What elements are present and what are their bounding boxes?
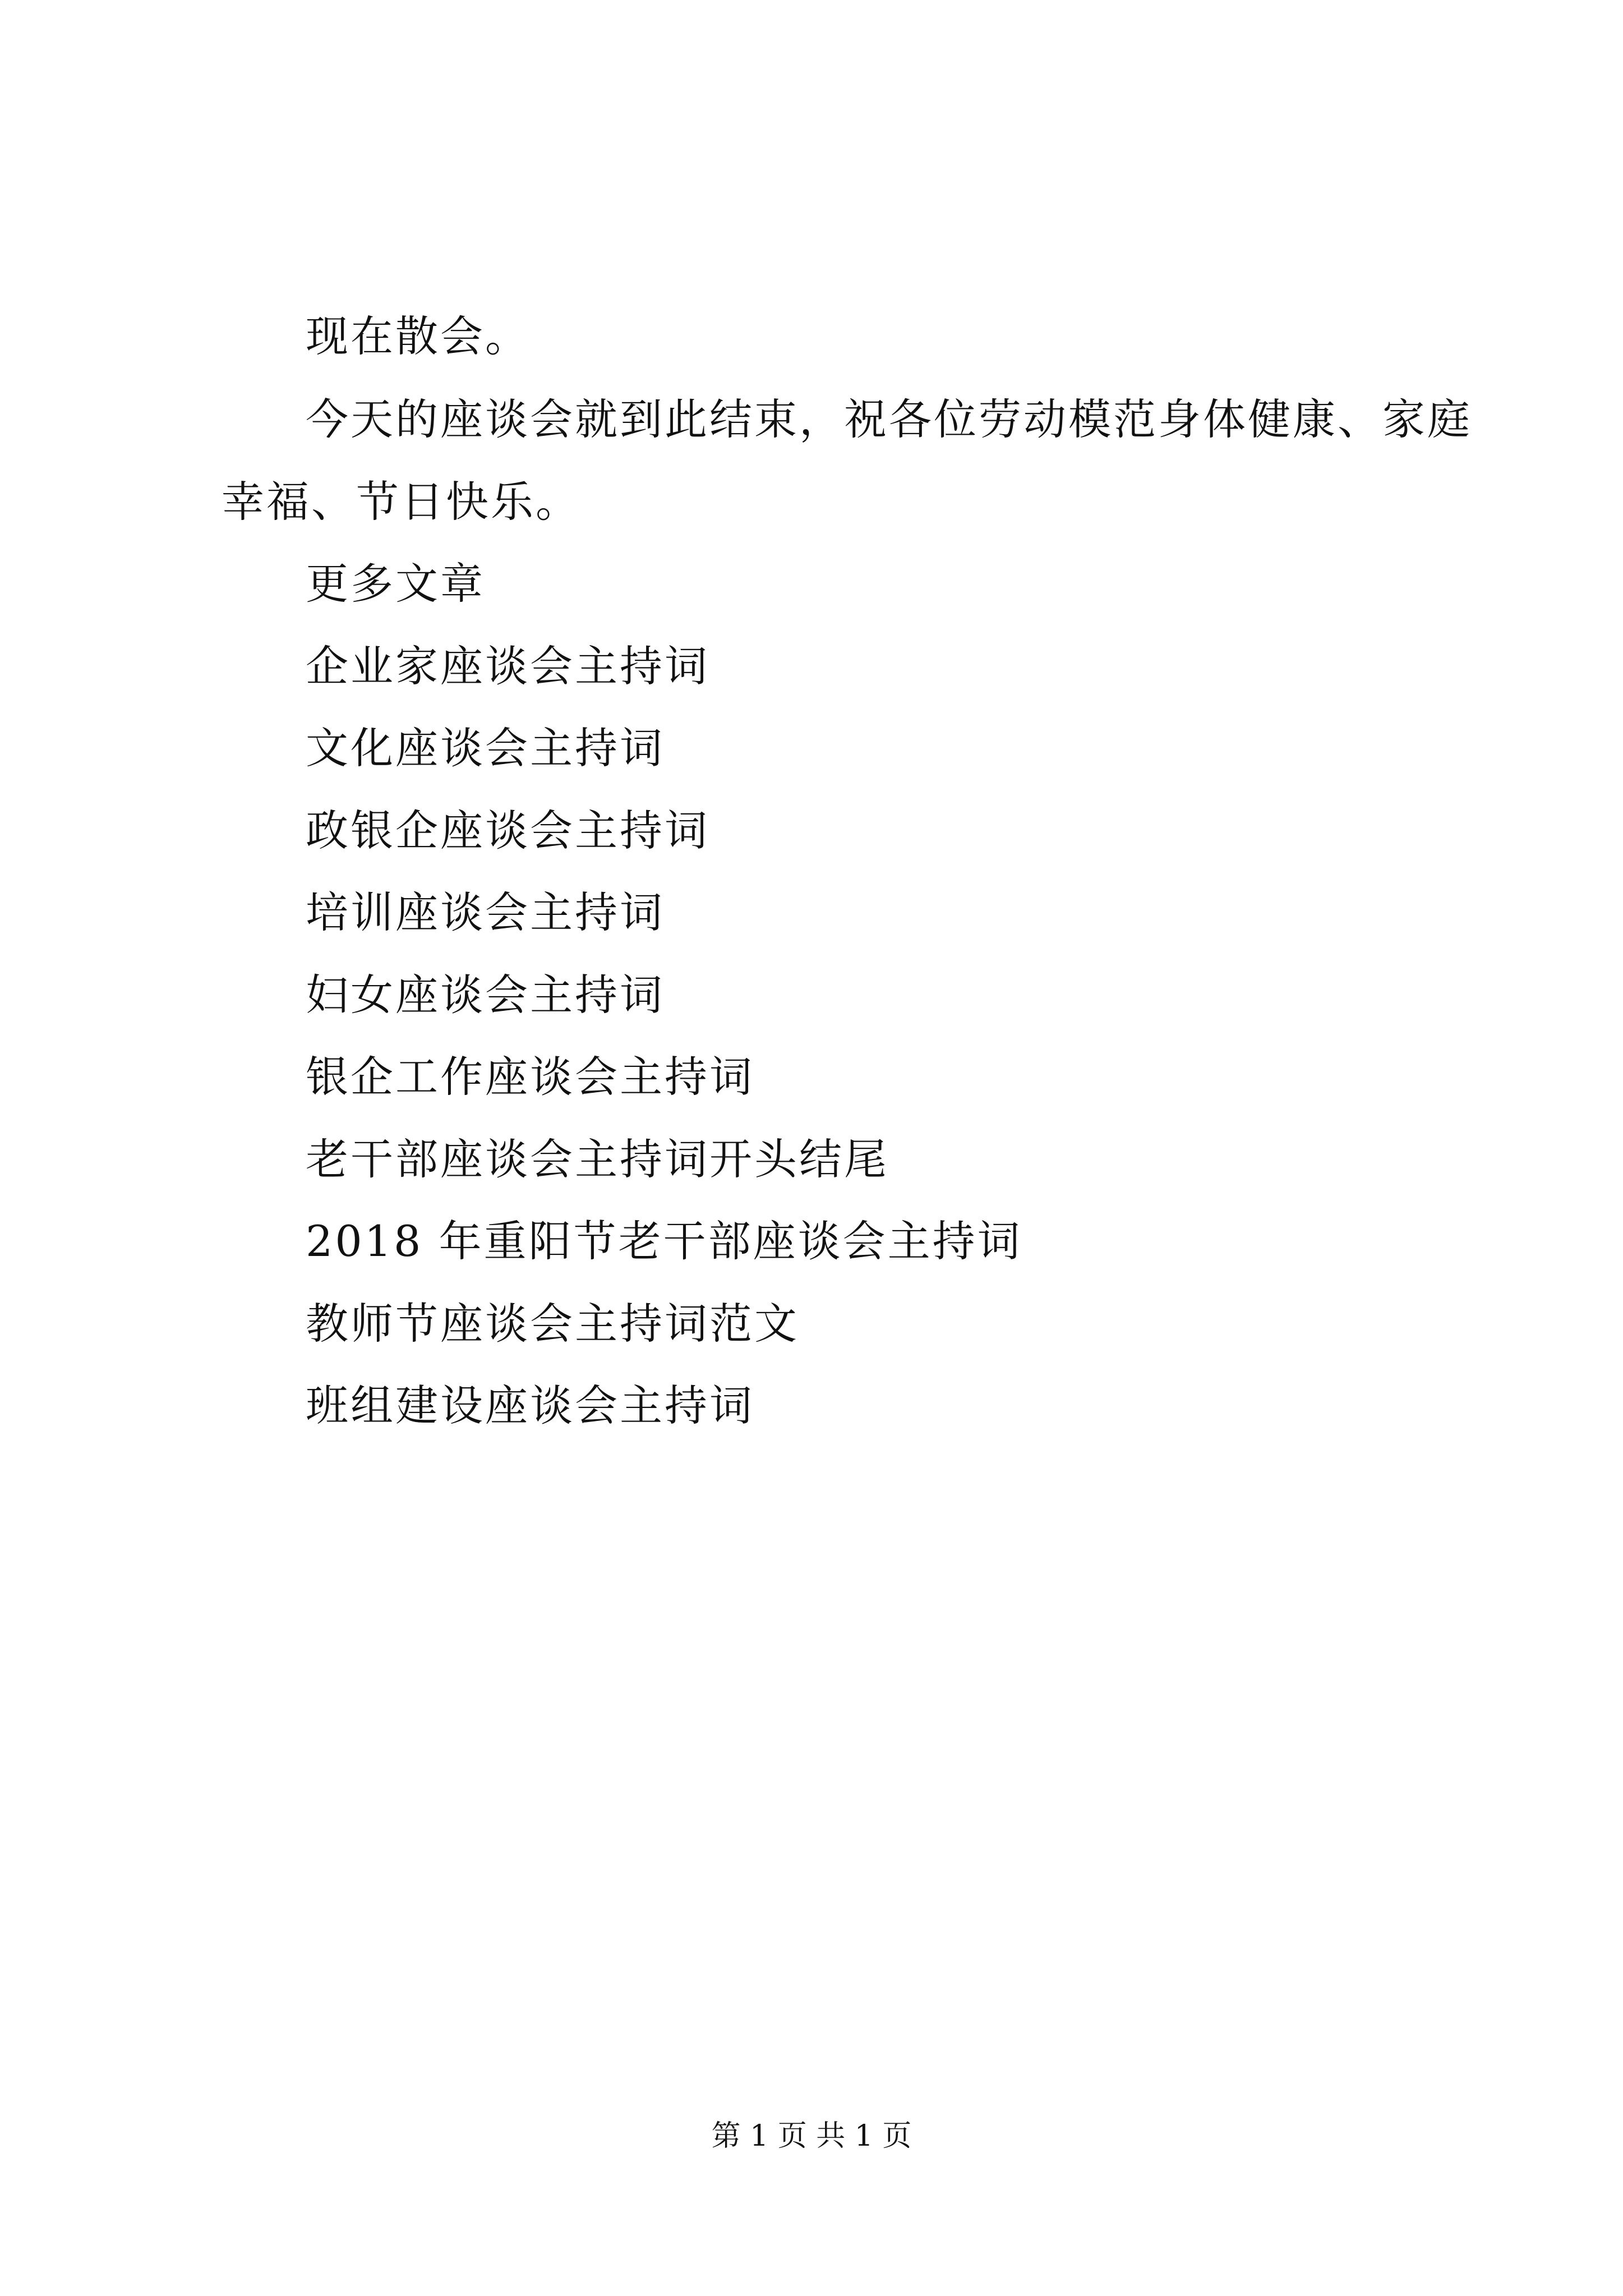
article-link[interactable]: 文化座谈会主持词: [306, 723, 665, 773]
paragraph-adjourn: 现在散会。: [306, 311, 530, 361]
article-link[interactable]: 妇女座谈会主持词: [306, 970, 665, 1020]
paragraph-closing-line-1: 今天的座谈会就到此结束，祝各位劳动模范身体健康、家庭: [306, 394, 1472, 444]
article-link[interactable]: 企业家座谈会主持词: [306, 641, 709, 691]
article-link[interactable]: 老干部座谈会主持词开头结尾: [306, 1134, 889, 1184]
article-link[interactable]: 2018 年重阳节老干部座谈会主持词: [306, 1216, 1022, 1266]
paragraph-closing-line-2: 幸福、节日快乐。: [222, 477, 580, 527]
more-articles-heading: 更多文章: [306, 559, 485, 609]
article-link[interactable]: 培训座谈会主持词: [306, 887, 665, 937]
article-link[interactable]: 银企工作座谈会主持词: [306, 1052, 754, 1102]
article-link[interactable]: 班组建设座谈会主持词: [306, 1381, 754, 1430]
article-link[interactable]: 政银企座谈会主持词: [306, 806, 709, 855]
article-link[interactable]: 教师节座谈会主持词范文: [306, 1299, 799, 1349]
page-number-footer: 第 1 页 共 1 页: [711, 2119, 912, 2153]
